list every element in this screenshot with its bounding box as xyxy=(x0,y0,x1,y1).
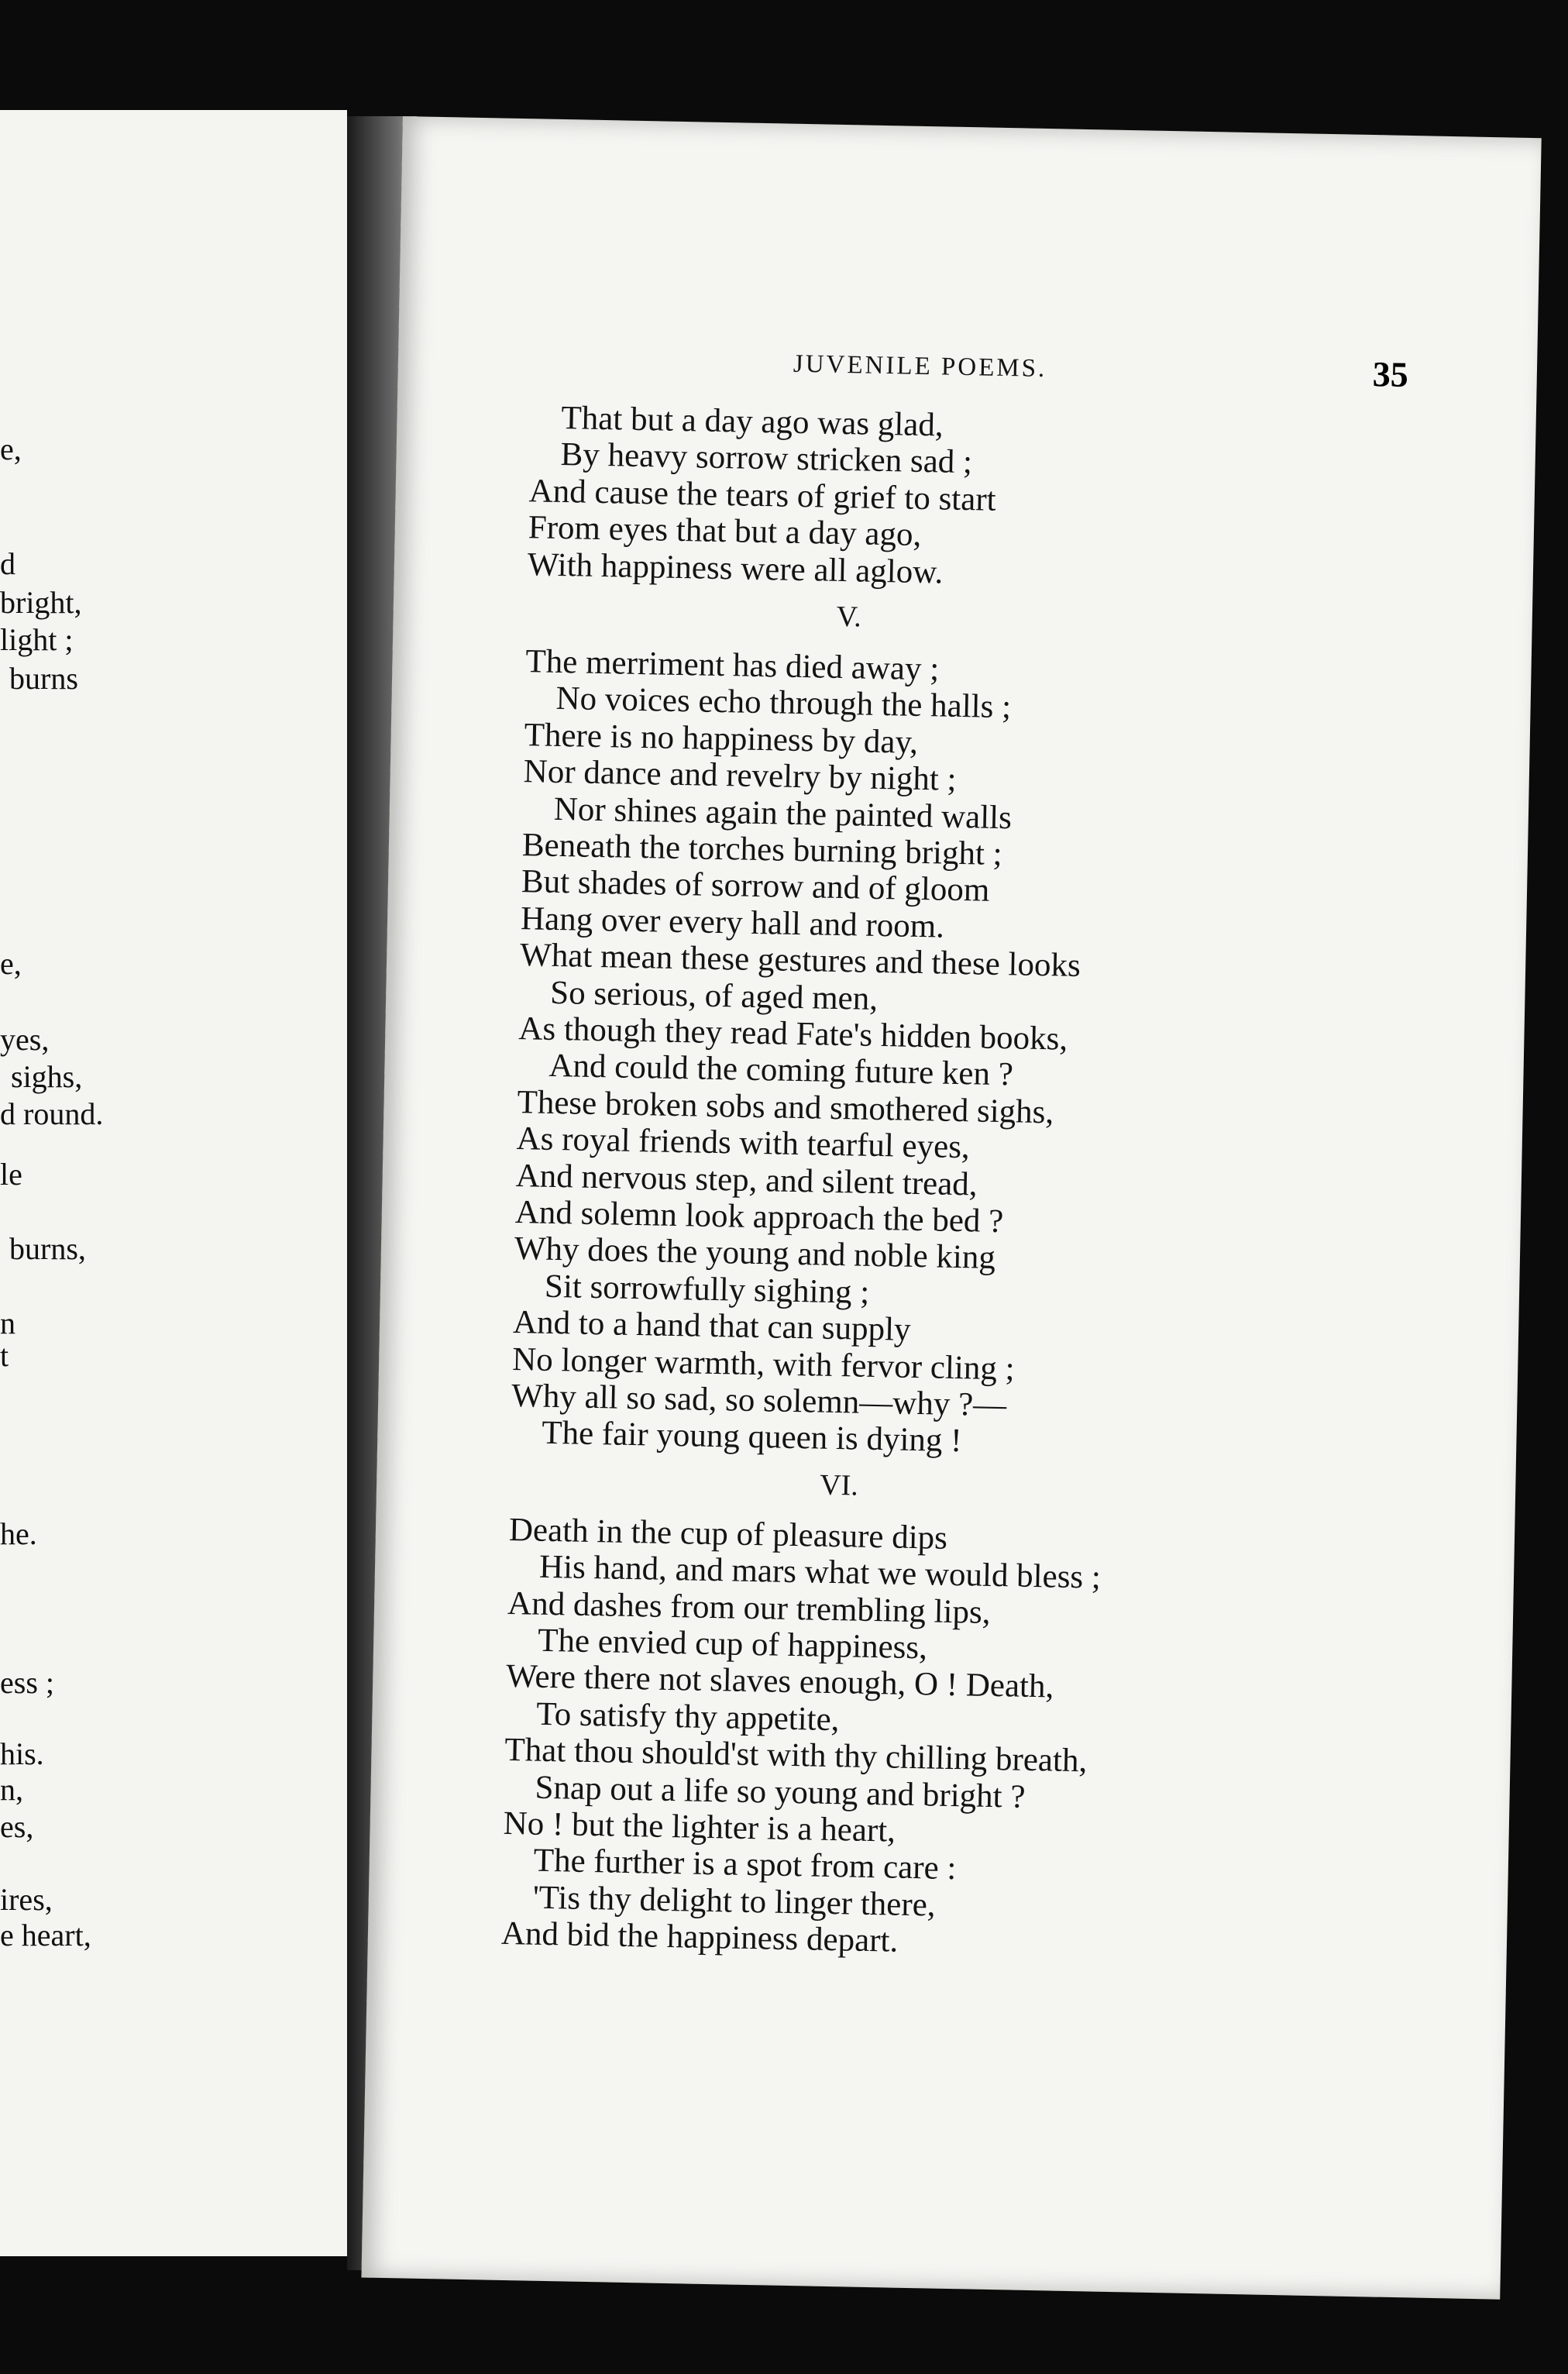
verse-line: No voices echo through the halls ; xyxy=(555,680,1012,726)
verse-line: Nor shines again the painted walls xyxy=(553,790,1013,836)
left-page-text-fragment: light ; xyxy=(0,622,74,657)
verse-line: To satisfy thy appetite, xyxy=(535,1695,840,1738)
verse-line: The fair young queen is dying ! xyxy=(541,1415,962,1460)
verse-line: By heavy sorrow stricken sad ; xyxy=(560,436,973,481)
verse-line: What mean these gestures and these looks xyxy=(519,937,1081,985)
left-page-text-fragment: n xyxy=(0,1306,15,1340)
left-page-text-fragment: d round. xyxy=(0,1096,104,1131)
verse-line: That but a day ago was glad, xyxy=(561,400,944,444)
verse-line: And cause the tears of grief to start xyxy=(528,473,997,518)
left-page-text-fragment: e, xyxy=(0,432,22,466)
verse-line: And bid the happiness depart. xyxy=(500,1915,899,1959)
running-head: JUVENILE POEMS. xyxy=(793,349,1047,384)
left-page-text-fragment: burns xyxy=(9,661,78,696)
verse-line: Were there not slaves enough, O ! Death, xyxy=(505,1658,1054,1705)
left-page-text-fragment: t xyxy=(0,1338,9,1373)
verse-line: Snap out a life so young and bright ? xyxy=(535,1769,1026,1815)
verse-line: Sit sorrowfully sighing ; xyxy=(544,1268,870,1311)
verse-line: And to a hand that can supply xyxy=(512,1304,912,1349)
left-page-text-fragment: his. xyxy=(0,1736,44,1771)
verse-line: And could the coming future ken ? xyxy=(548,1048,1014,1093)
verse-line: The further is a spot from care : xyxy=(533,1842,957,1887)
verse-line: From eyes that but a day ago, xyxy=(528,509,922,554)
verse-line: Nor dance and revelry by night ; xyxy=(523,753,957,799)
left-page-text-fragment: bright, xyxy=(0,585,82,620)
left-page-text-fragment: yes, xyxy=(0,1022,50,1057)
stanza-number: V. xyxy=(836,600,862,634)
verse-line: The envied cup of happiness, xyxy=(537,1622,928,1667)
verse-line: No ! but the lighter is a heart, xyxy=(503,1805,896,1849)
verse-line: And nervous step, and silent tread, xyxy=(515,1157,978,1203)
verse-line: His hand, and mars what we would bless ; xyxy=(538,1548,1102,1596)
verse-line: Why all so sad, so solemn—why ?— xyxy=(511,1378,1007,1424)
stanza-number: VI. xyxy=(819,1468,859,1502)
verse-line: That thou should'st with thy chilling breath, xyxy=(504,1732,1088,1780)
verse-line: No longer warmth, with fervor cling ; xyxy=(511,1340,1016,1388)
verse-line: And dashes from our trembling lips, xyxy=(507,1584,991,1631)
left-page-text-fragment: he. xyxy=(0,1516,37,1551)
verse-line: 'Tis thy delight to linger there, xyxy=(532,1879,937,1924)
verse-line: Hang over every hall and room. xyxy=(520,900,945,945)
left-page-text-fragment: burns, xyxy=(9,1231,86,1266)
right-page-35 xyxy=(361,116,1541,2300)
verse-line: And solemn look approach the bed ? xyxy=(514,1194,1004,1240)
verse-line: So serious, of aged men, xyxy=(549,974,879,1017)
left-page-text-fragment: le xyxy=(0,1157,22,1192)
left-page-text-fragment: ess ; xyxy=(0,1665,54,1700)
left-page-text-fragment: e, xyxy=(0,946,22,981)
left-page-text-fragment: n, xyxy=(0,1772,23,1807)
left-page-text-fragment: d xyxy=(0,546,15,581)
verse-line: As royal friends with tearful eyes, xyxy=(516,1120,971,1166)
verse-line: There is no happiness by day, xyxy=(524,716,919,761)
left-page-text-fragment: es, xyxy=(0,1809,34,1844)
page-number: 35 xyxy=(1372,354,1409,394)
verse-line: These broken sobs and smothered sighs, xyxy=(517,1083,1054,1131)
verse-line: As though they read Fate's hidden books, xyxy=(518,1010,1068,1058)
left-page-text-fragment: e heart, xyxy=(0,1918,91,1953)
verse-line: With happiness were all aglow. xyxy=(527,545,944,591)
verse-line: But shades of sorrow and of gloom xyxy=(521,863,990,910)
verse-line: Why does the young and noble king xyxy=(514,1230,996,1277)
left-facing-page xyxy=(0,110,347,2256)
verse-line: Death in the cup of pleasure dips xyxy=(508,1511,948,1557)
left-page-text-fragment: sighs, xyxy=(11,1059,83,1094)
verse-line: Beneath the torches burning bright ; xyxy=(521,827,1003,873)
left-page-text-fragment: ires, xyxy=(0,1882,53,1917)
verse-line: The merriment has died away ; xyxy=(525,643,940,688)
